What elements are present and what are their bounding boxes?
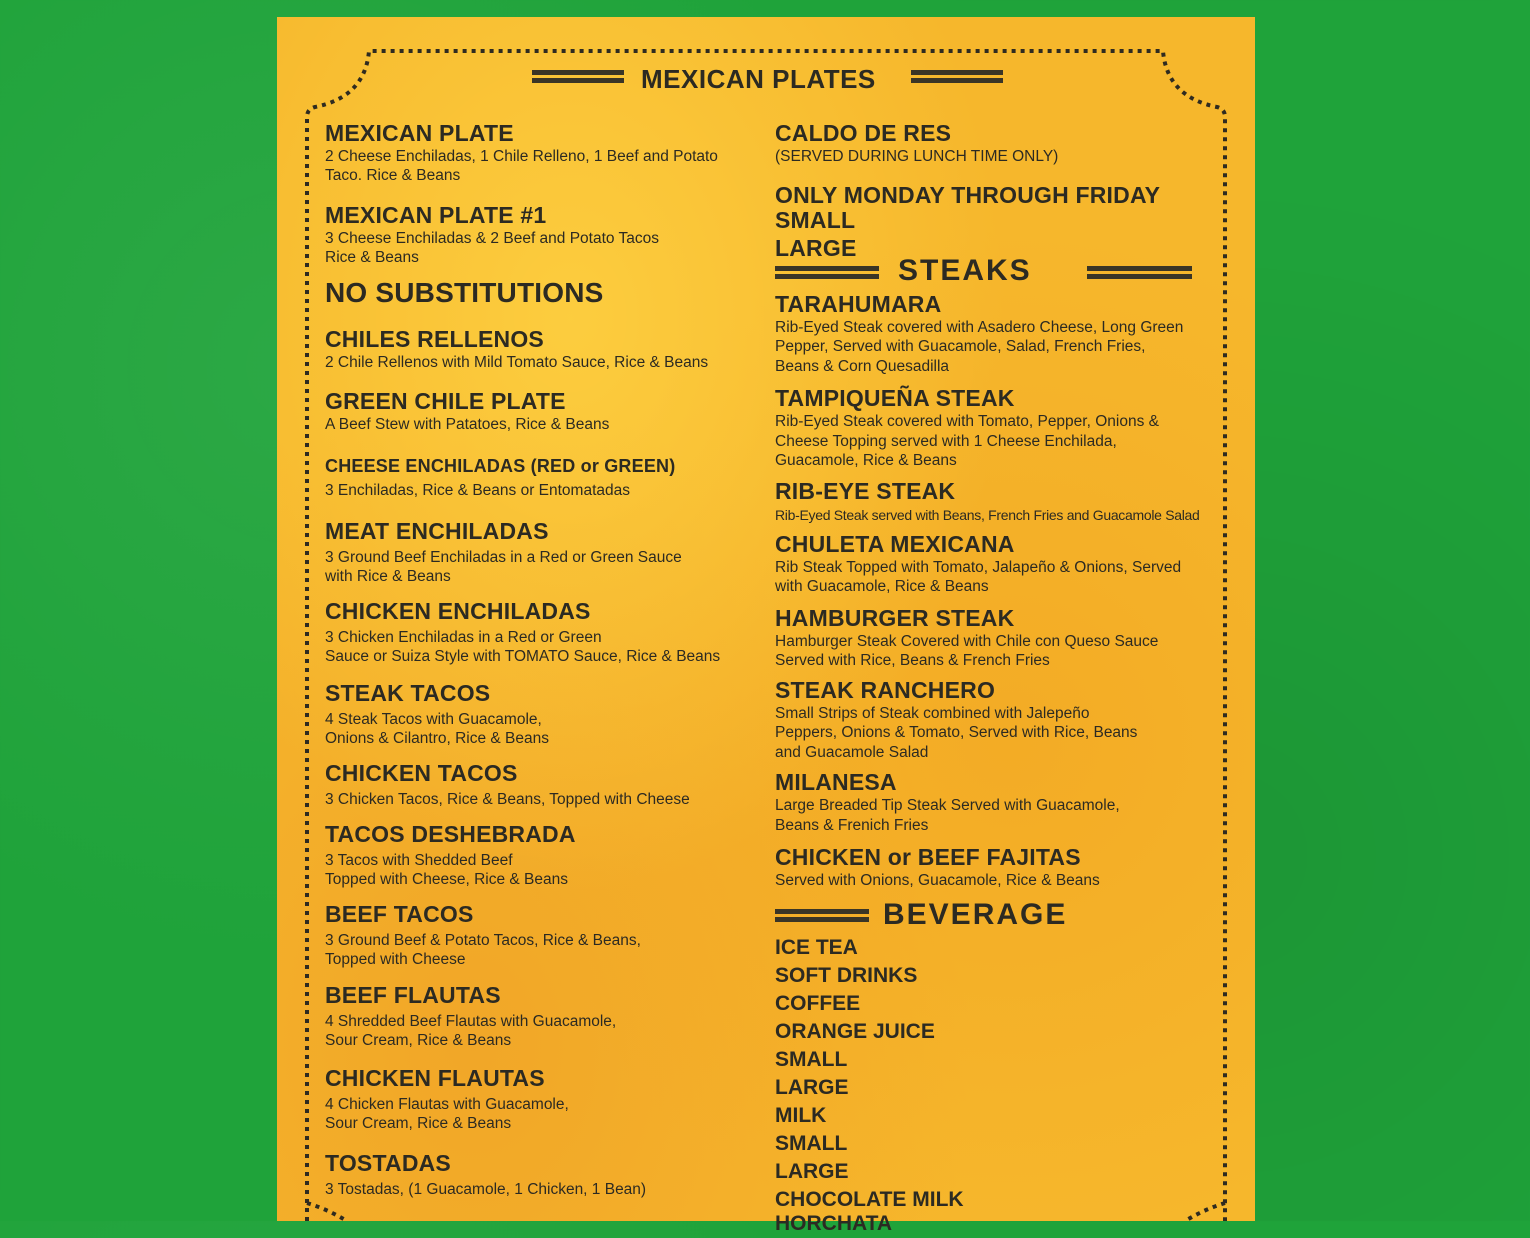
item-desc-line: Rib-Eyed Steak covered with Tomato, Pepper, Onions &: [775, 413, 1159, 430]
item-desc-line: Small Strips of Steak combined with Jalepeño: [775, 705, 1090, 722]
beverage-item: LARGE: [775, 1076, 849, 1099]
item-desc-line: 3 Chicken Tacos, Rice & Beans, Topped with Cheese: [325, 791, 690, 808]
item-desc-line: Pepper, Served with Guacamole, Salad, French Fries,: [775, 338, 1146, 355]
item-desc-line: 3 Tostadas, (1 Guacamole, 1 Chicken, 1 Bean): [325, 1181, 647, 1198]
item-desc-line: Topped with Cheese, Rice & Beans: [325, 871, 568, 888]
beverage-item: SOFT DRINKS: [775, 964, 918, 987]
item-title-tarahumara: TARAHUMARA: [775, 291, 942, 317]
beverage-item: SMALL: [775, 1132, 848, 1155]
item-desc-line: Topped with Cheese: [325, 951, 466, 968]
item-title-hamburger-steak: HAMBURGER STEAK: [775, 605, 1015, 631]
steaks-bar-right: [1087, 266, 1192, 279]
beverage-item: ICE TEA: [775, 936, 858, 959]
item-desc-line: Sour Cream, Rice & Beans: [325, 1032, 512, 1049]
header-bar-left: [532, 70, 624, 83]
section-title-steaks: STEAKS: [898, 254, 1032, 287]
item-title-beef-flautas: BEEF FLAUTAS: [325, 982, 501, 1008]
beverage-item: MILK: [775, 1104, 827, 1127]
item-desc-line: 3 Tacos with Shedded Beef: [325, 852, 513, 869]
beverage-item: HORCHATA: [775, 1212, 893, 1235]
item-title-tampiquena-steak: TAMPIQUEÑA STEAK: [775, 385, 1015, 411]
item-desc-line: Large Breaded Tip Steak Served with Guacamole,: [775, 797, 1120, 814]
item-title-chicken-flautas: CHICKEN FLAUTAS: [325, 1065, 545, 1091]
item-title-milanesa: MILANESA: [775, 769, 897, 795]
item-desc-line: 3 Ground Beef & Potato Tacos, Rice & Beans,: [325, 932, 641, 949]
item-title-steak-ranchero: STEAK RANCHERO: [775, 677, 996, 703]
item-desc-line: Beans & Frenich Fries: [775, 817, 929, 834]
beverage-item: CHOCOLATE MILK: [775, 1188, 964, 1211]
page-title: MEXICAN PLATES: [641, 64, 876, 94]
item-desc-line: 3 Cheese Enchiladas & 2 Beef and Potato Tacos: [325, 230, 660, 247]
beverage-item: SMALL: [775, 1048, 848, 1071]
menu-card: [277, 17, 1255, 1235]
item-desc-line: Onions & Cilantro, Rice & Beans: [325, 730, 549, 747]
item-desc-line: with Guacamole, Rice & Beans: [775, 578, 989, 595]
beverage-item: LARGE: [775, 1160, 849, 1183]
item-desc-line: Cheese Topping served with 1 Cheese Enchilada,: [775, 433, 1117, 450]
item-title-tostadas: TOSTADAS: [325, 1150, 451, 1176]
item-desc-line: 3 Enchiladas, Rice & Beans or Entomatadas: [325, 482, 631, 499]
header-bar-right: [911, 70, 1003, 83]
item-title-chuleta-mexicana: CHULETA MEXICANA: [775, 531, 1015, 557]
item-desc-line: with Rice & Beans: [325, 568, 451, 585]
beverage-item: ORANGE JUICE: [775, 1020, 935, 1043]
item-title-tacos-deshebrada: TACOS DESHEBRADA: [325, 821, 576, 847]
item-title-caldo-de-res: CALDO DE RES: [775, 120, 952, 146]
item-desc-line: Beans & Corn Quesadilla: [775, 358, 950, 375]
item-title-chicken-tacos: CHICKEN TACOS: [325, 760, 518, 786]
beverage-bar-left: [775, 909, 869, 922]
item-title-steak-tacos: STEAK TACOS: [325, 680, 491, 706]
caldo-days: ONLY MONDAY THROUGH FRIDAY: [775, 182, 1161, 208]
item-title-cheese-enchiladas: CHEESE ENCHILADAS (RED or GREEN): [325, 456, 676, 476]
item-title-chicken-enchiladas: CHICKEN ENCHILADAS: [325, 598, 591, 624]
item-desc-line: Taco. Rice & Beans: [325, 167, 461, 184]
caldo-note: (SERVED DURING LUNCH TIME ONLY): [775, 148, 1059, 165]
item-desc-line: 2 Cheese Enchiladas, 1 Chile Relleno, 1 Beef and Potato: [325, 148, 718, 165]
item-desc-line: Rib-Eyed Steak covered with Asadero Cheese, Long Green: [775, 319, 1184, 336]
item-desc-line: 3 Ground Beef Enchiladas in a Red or Green Sauce: [325, 549, 682, 566]
beverage-item: COFFEE: [775, 992, 861, 1015]
item-desc-line: 4 Shredded Beef Flautas with Guacamole,: [325, 1013, 617, 1030]
item-title-beef-tacos: BEEF TACOS: [325, 901, 474, 927]
item-desc-line: Sour Cream, Rice & Beans: [325, 1115, 512, 1132]
caldo-size-small: SMALL: [775, 207, 856, 233]
item-desc-line: Rice & Beans: [325, 249, 419, 266]
item-title-fajitas: CHICKEN or BEEF FAJITAS: [775, 844, 1081, 870]
item-desc-line: Guacamole, Rice & Beans: [775, 452, 957, 469]
item-desc-line: 2 Chile Rellenos with Mild Tomato Sauce, Rice & Beans: [325, 354, 709, 371]
item-title-chiles-rellenos: CHILES RELLENOS: [325, 326, 544, 352]
item-desc-line: Served with Onions, Guacamole, Rice & Beans: [775, 872, 1100, 889]
caldo-size-large: LARGE: [775, 235, 857, 261]
item-desc-line: Sauce or Suiza Style with TOMATO Sauce, Rice & Beans: [325, 648, 721, 665]
item-title-green-chile-plate: GREEN CHILE PLATE: [325, 388, 566, 414]
item-desc-line: 3 Chicken Enchiladas in a Red or Green: [325, 629, 602, 646]
item-title-rib-eye-steak: RIB-EYE STEAK: [775, 478, 956, 504]
item-title-meat-enchiladas: MEAT ENCHILADAS: [325, 518, 549, 544]
item-title-mexican-plate: MEXICAN PLATE: [325, 120, 514, 146]
no-substitutions-notice: NO SUBSTITUTIONS: [325, 277, 604, 308]
item-desc-line: Rib-Eyed Steak served with Beans, French Fries and Guacamole Salad: [775, 507, 1200, 523]
item-desc-line: A Beef Stew with Patatoes, Rice & Beans: [325, 416, 610, 433]
item-desc-line: and Guacamole Salad: [775, 744, 929, 761]
item-desc-line: 4 Steak Tacos with Guacamole,: [325, 711, 542, 728]
item-desc-line: 4 Chicken Flautas with Guacamole,: [325, 1096, 569, 1113]
section-title-beverage: BEVERAGE: [883, 898, 1068, 931]
item-title-mexican-plate-1: MEXICAN PLATE #1: [325, 202, 547, 228]
item-desc-line: Served with Rice, Beans & French Fries: [775, 652, 1050, 669]
steaks-bar-left: [775, 266, 879, 279]
item-desc-line: Rib Steak Topped with Tomato, Jalapeño & Onions, Served: [775, 559, 1182, 576]
item-desc-line: Hamburger Steak Covered with Chile con Queso Sauce: [775, 633, 1159, 650]
item-desc-line: Peppers, Onions & Tomato, Served with Rice, Beans: [775, 724, 1138, 741]
